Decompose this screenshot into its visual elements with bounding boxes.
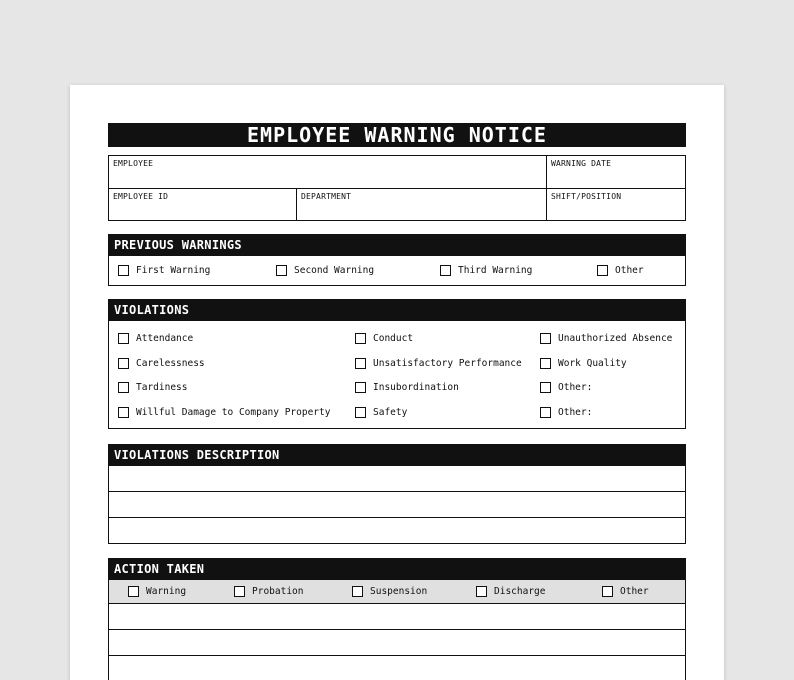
department-label: DEPARTMENT [301, 192, 352, 201]
action-taken-section [108, 558, 686, 680]
option-label: Safety [373, 407, 408, 418]
violation-option[interactable] [118, 382, 187, 393]
employee-id-field[interactable] [109, 189, 296, 220]
option-label: Suspension [370, 586, 428, 597]
shift-position-field[interactable] [547, 189, 685, 220]
employee-field[interactable] [109, 156, 546, 188]
warning-date-label: WARNING DATE [551, 159, 612, 168]
checkbox[interactable] [355, 407, 366, 418]
employee-label: EMPLOYEE [113, 159, 154, 168]
form-title: EMPLOYEE WARNING NOTICE [108, 123, 686, 147]
description-line[interactable] [109, 491, 685, 517]
violation-option[interactable] [540, 382, 592, 393]
violation-option[interactable] [355, 358, 522, 369]
checkbox[interactable] [440, 265, 451, 276]
action-option-discharge[interactable] [476, 586, 545, 597]
option-label: Unauthorized Absence [558, 333, 673, 344]
previous-warnings-options [109, 256, 685, 285]
option-label: Other [615, 265, 644, 276]
option-label: Other: [558, 407, 593, 418]
option-label: Second Warning [294, 265, 375, 276]
previous-warnings-heading: PREVIOUS WARNINGS [109, 235, 685, 256]
checkbox[interactable] [602, 586, 613, 597]
option-label: Carelessness [136, 358, 205, 369]
option-label: Third Warning [458, 265, 533, 276]
violations-heading: VIOLATIONS [109, 300, 685, 321]
checkbox[interactable] [355, 382, 366, 393]
option-label: Willful Damage to Company Property [136, 407, 331, 418]
previous-warning-option-other[interactable] [597, 265, 644, 276]
checkbox[interactable] [355, 358, 366, 369]
checkbox[interactable] [540, 333, 551, 344]
checkbox[interactable] [352, 586, 363, 597]
checkbox[interactable] [128, 586, 139, 597]
option-label: Other: [558, 382, 593, 393]
previous-warning-option-first[interactable] [118, 265, 210, 276]
action-line[interactable] [109, 629, 685, 655]
violation-option[interactable] [355, 382, 459, 393]
checkbox[interactable] [118, 382, 129, 393]
description-line[interactable] [109, 466, 685, 491]
option-label: Tardiness [136, 382, 188, 393]
option-label: Attendance [136, 333, 194, 344]
option-label: Unsatisfactory Performance [373, 358, 522, 369]
employee-id-label: EMPLOYEE ID [113, 192, 169, 201]
violation-option[interactable] [355, 333, 413, 344]
action-line[interactable] [109, 604, 685, 629]
violations-section [108, 299, 686, 429]
violation-option[interactable] [118, 333, 193, 344]
checkbox[interactable] [540, 358, 551, 369]
option-label: Other [620, 586, 649, 597]
action-line[interactable] [109, 655, 685, 680]
option-label: Work Quality [558, 358, 627, 369]
option-label: Warning [146, 586, 187, 597]
description-line[interactable] [109, 517, 685, 542]
option-label: Probation [252, 586, 304, 597]
action-option-suspension[interactable] [352, 586, 427, 597]
violation-option[interactable] [118, 407, 330, 418]
violations-description-section [108, 444, 686, 544]
action-option-other[interactable] [602, 586, 649, 597]
checkbox[interactable] [118, 265, 129, 276]
checkbox[interactable] [476, 586, 487, 597]
previous-warning-option-second[interactable] [276, 265, 374, 276]
action-taken-options [109, 580, 685, 604]
violation-option[interactable] [540, 333, 672, 344]
checkbox[interactable] [276, 265, 287, 276]
action-taken-heading: ACTION TAKEN [109, 559, 685, 580]
checkbox[interactable] [540, 407, 551, 418]
checkbox[interactable] [355, 333, 366, 344]
violation-option[interactable] [540, 358, 627, 369]
checkbox[interactable] [118, 358, 129, 369]
violation-option[interactable] [355, 407, 407, 418]
option-label: Conduct [373, 333, 414, 344]
violation-option[interactable] [118, 358, 205, 369]
warning-date-field[interactable] [547, 156, 685, 188]
checkbox[interactable] [118, 333, 129, 344]
violations-description-heading: VIOLATIONS DESCRIPTION [109, 445, 685, 466]
checkbox[interactable] [540, 382, 551, 393]
option-label: First Warning [136, 265, 211, 276]
previous-warning-option-third[interactable] [440, 265, 532, 276]
option-label: Discharge [494, 586, 546, 597]
option-label: Insubordination [373, 382, 459, 393]
employee-info-grid [108, 155, 686, 221]
previous-warnings-section [108, 234, 686, 286]
violation-option[interactable] [540, 407, 592, 418]
violations-options [109, 321, 685, 428]
shift-position-label: SHIFT/POSITION [551, 192, 622, 201]
action-option-warning[interactable] [128, 586, 186, 597]
form-sheet [70, 85, 724, 680]
action-option-probation[interactable] [234, 586, 303, 597]
checkbox[interactable] [118, 407, 129, 418]
checkbox[interactable] [597, 265, 608, 276]
checkbox[interactable] [234, 586, 245, 597]
department-field[interactable] [297, 189, 546, 220]
